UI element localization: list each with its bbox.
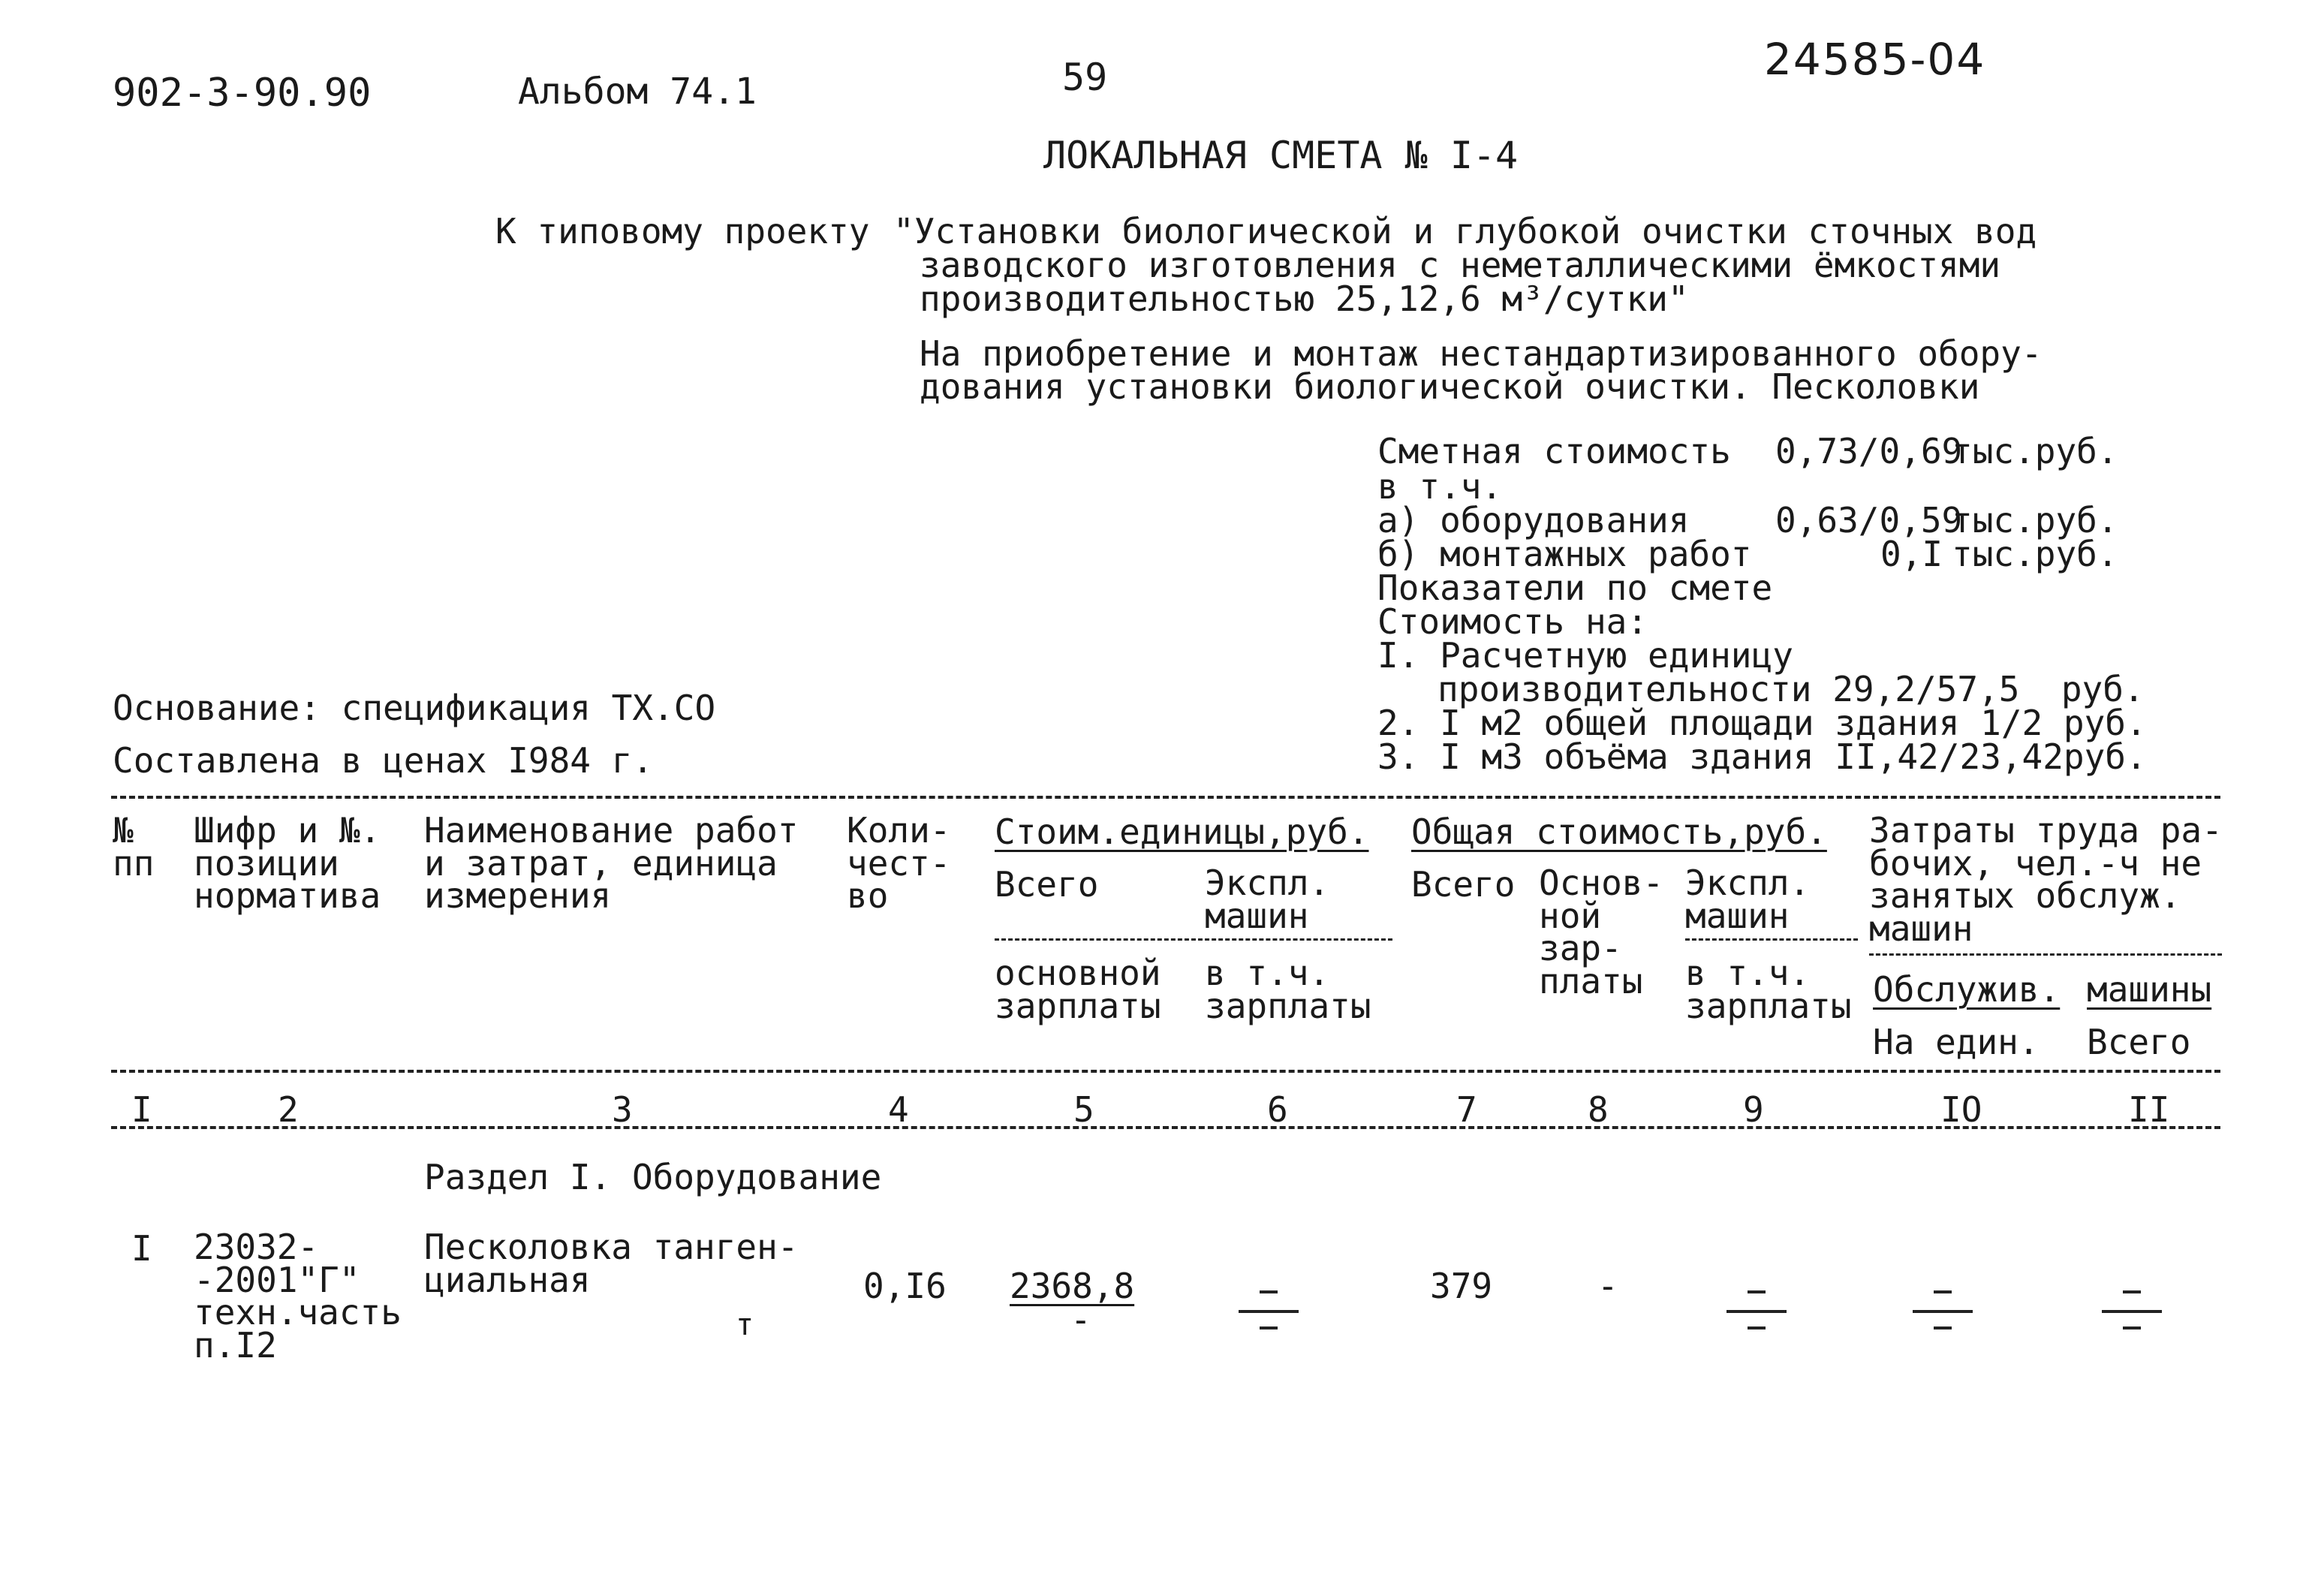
album-label: Альбом 74.1: [518, 71, 757, 113]
indicator-1-label: I. Расчетную единицу: [1377, 635, 1793, 676]
estimated-cost-unit: тыс.руб.: [1952, 431, 2118, 471]
row-unit-wage: -: [1070, 1299, 1091, 1340]
section-heading: Раздел I. Оборудование: [424, 1157, 882, 1197]
header-work-name: Наименование работ и затрат, единица измерения: [424, 810, 799, 917]
cost-per-label: Стоимость на:: [1377, 601, 1648, 642]
header-col6-top: Экспл. машин: [1205, 863, 1330, 936]
document-title: ЛОКАЛЬНАЯ СМЕТА № I-4: [1043, 134, 1519, 177]
table-top-rule: [111, 796, 2220, 799]
installation-value: 0,I: [1880, 534, 1943, 574]
row-number: I: [131, 1228, 152, 1269]
header-quantity: Коли- чест- во: [847, 810, 951, 917]
estimated-cost-value: 0,73/0,69: [1775, 431, 1963, 471]
labor-sub-rule: [1869, 953, 2222, 956]
header-col6-bottom: в т.ч. зарплаты: [1205, 953, 1371, 1026]
indicators-label: Показатели по смете: [1377, 568, 1773, 608]
row-quantity: 0,I6: [863, 1266, 947, 1306]
project-line-2: заводского изготовления с неметаллическими ёмкостями: [920, 245, 2001, 285]
row-col6-dash-fraction: [1239, 1310, 1299, 1340]
column-number: 2: [278, 1089, 299, 1130]
estimated-cost-label: Сметная стоимость: [1377, 431, 1731, 471]
total-cost-sub-rule: [1685, 938, 1858, 941]
column-number: 7: [1456, 1089, 1477, 1130]
row-col10-dash-fraction: [1913, 1310, 1973, 1340]
header-col11-bottom: Всего: [2087, 1022, 2191, 1062]
project-lead: К типовому проекту: [495, 211, 870, 251]
unit-cost-sub-rule: [995, 938, 1392, 941]
header-bottom-rule: [111, 1070, 2220, 1073]
row-col9-dash-fraction: [1726, 1310, 1787, 1340]
column-number: II: [2128, 1089, 2170, 1130]
installation-unit: тыс.руб.: [1952, 534, 2118, 574]
column-number: 6: [1267, 1089, 1288, 1130]
header-col9-top: Экспл. машин: [1685, 863, 1811, 936]
column-number: 8: [1588, 1089, 1609, 1130]
page-number: 59: [1062, 56, 1108, 99]
column-number: 4: [888, 1089, 909, 1130]
row-norm-code: 23032- -2001"Г" техн.часть п.I2: [194, 1227, 402, 1366]
row-total: 379: [1430, 1266, 1493, 1306]
header-col9-bottom: в т.ч. зарплаты: [1685, 953, 1852, 1026]
header-col10-bottom: На един.: [1873, 1022, 2040, 1062]
purpose-line-2: дования установки биологической очистки. Песколовки: [920, 366, 1980, 407]
archive-stamp-number: 24585-04: [1764, 34, 1986, 85]
header-col8: Основ- ной зар- платы: [1539, 863, 1664, 1002]
installation-label: б) монтажных работ: [1377, 534, 1752, 574]
header-unit-cost: Стоим.единицы,руб.: [995, 812, 1369, 852]
row-unit: т: [736, 1308, 754, 1342]
header-row-number: № пп: [113, 810, 155, 884]
indicator-3: 3. I м3 объёма здания II,42/23,42руб.: [1377, 736, 2147, 777]
header-labor: Затраты труда ра- бочих, чел.-ч не занятых обслуж. машин: [1869, 810, 2223, 950]
column-number: I: [131, 1089, 152, 1130]
column-number: 5: [1073, 1089, 1094, 1130]
row-base-wage: -: [1597, 1266, 1618, 1306]
basis-line: Основание: спецификация ТХ.СО: [113, 688, 716, 728]
prices-line: Составлена в ценах I984 г.: [113, 740, 654, 781]
header-total-cost: Общая стоимость,руб.: [1411, 812, 1827, 852]
equipment-label: а) оборудования: [1377, 500, 1690, 541]
equipment-unit: тыс.руб.: [1952, 500, 2118, 541]
column-number: IO: [1940, 1089, 1982, 1130]
row-col11-dash-fraction: [2102, 1310, 2162, 1340]
column-number: 3: [612, 1089, 633, 1130]
including-label: в т.ч.: [1377, 466, 1503, 507]
project-line-3: производительностью 25,12,6 м³/сутки": [920, 279, 1689, 319]
header-col11-top: машины: [2087, 969, 2212, 1010]
column-number: 9: [1743, 1089, 1764, 1130]
column-number-rule: [111, 1126, 2220, 1129]
header-norm-code: Шифр и №. позиции норматива: [194, 810, 381, 917]
header-col5-top: Всего: [995, 864, 1099, 905]
document-code: 902-3-90.90: [113, 71, 372, 116]
equipment-value: 0,63/0,59: [1775, 500, 1963, 541]
row-unit-total: 2368,8: [1010, 1266, 1135, 1306]
row-work-name: Песколовка танген- циальная: [424, 1227, 799, 1300]
header-col7: Всего: [1411, 864, 1516, 905]
header-col5-bottom: основной зарплаты: [995, 953, 1161, 1026]
project-line-1: "Установки биологической и глубокой очистки сточных вод: [893, 211, 2037, 251]
indicator-2: 2. I м2 общей площади здания 1/2 руб.: [1377, 703, 2147, 743]
purpose-line-1: На приобретение и монтаж нестандартизированного обору-: [920, 333, 2043, 374]
indicator-1-value: производительности 29,2/57,5 руб.: [1437, 669, 2145, 709]
header-col10-top: Обслужив.: [1873, 969, 2061, 1010]
